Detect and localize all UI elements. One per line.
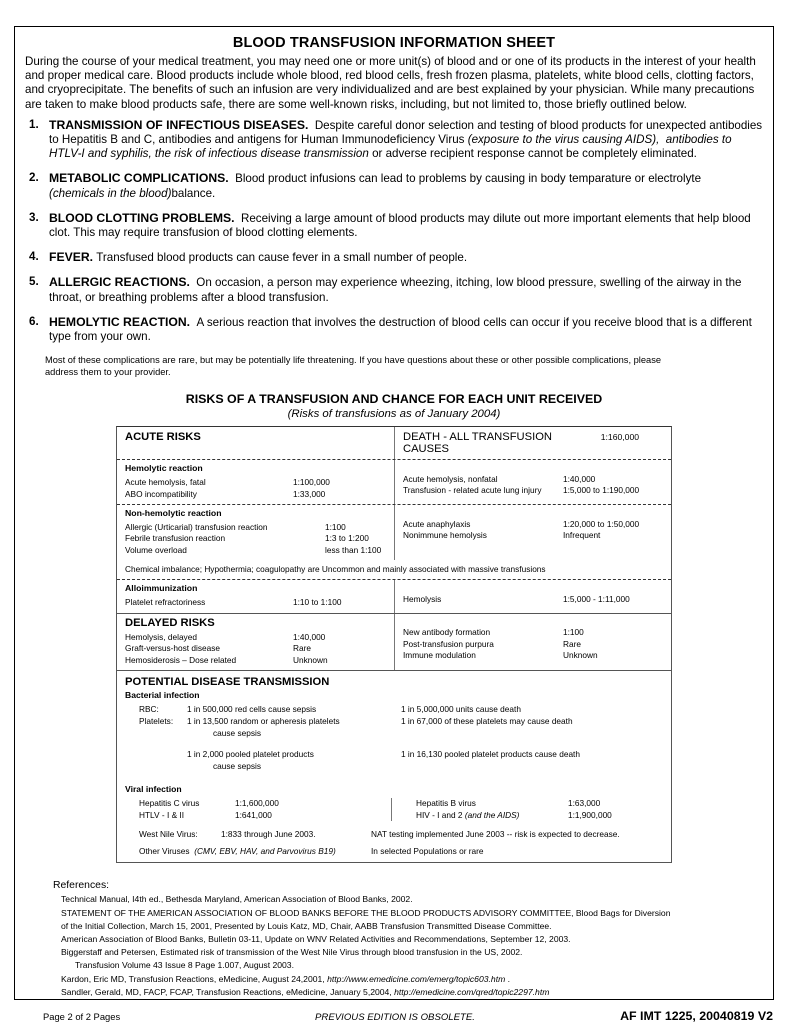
- row-value: Rare: [563, 638, 581, 649]
- row-value: Infrequent: [563, 529, 601, 540]
- list-item-3: [25, 211, 763, 240]
- row-value: 1:20,000 to 1:50,000: [563, 518, 640, 529]
- list-item-body: Transfused blood products can cause fever in a small number of people.: [96, 251, 468, 265]
- list-number: 2.: [29, 171, 39, 185]
- table-row: [125, 489, 388, 500]
- risks-table: [116, 426, 672, 863]
- row-value: 1:3 to 1:200: [325, 533, 369, 544]
- list-item-6: [25, 315, 763, 344]
- row-label: Febrile transfusion reaction: [125, 533, 226, 544]
- reference-url: http://www.emedicine.com/emerg/topic603.htm: [327, 973, 506, 984]
- risk-table-subtitle: (Risks of transfusions as of January 2004): [287, 408, 501, 421]
- death-causes-label: DEATH - ALL TRANSFUSION CAUSES: [403, 431, 552, 456]
- table-row: [403, 594, 667, 605]
- row-label: HTLV - I & II: [139, 809, 185, 820]
- table-row-continuation: [125, 761, 663, 772]
- row-label: HIV - I and 2 (and the AIDS): [415, 809, 520, 820]
- list-number: 5.: [29, 275, 39, 289]
- list-item-body-tail: balance.: [171, 186, 216, 200]
- reference-url: http://emedicine.com/qred/topic2297.htm: [394, 986, 550, 997]
- band-viral-infection: [117, 779, 671, 862]
- footer-edition-notice: PREVIOUS EDITION IS OBSOLETE.: [315, 1012, 475, 1023]
- row-label: Acute hemolysis, fatal: [125, 477, 206, 488]
- section-heading-alloimmunization: Alloimmunization: [125, 583, 198, 594]
- other-viruses-row: [125, 845, 663, 858]
- row-label: Transfusion - related acute lung injury: [403, 485, 542, 496]
- band-delayed-risks: [117, 614, 671, 671]
- risk-table-title: RISKS OF A TRANSFUSION AND CHANCE FOR EACH UNIT RECEIVED: [185, 392, 603, 407]
- table-row: [125, 716, 663, 727]
- band-alloimmunization: [117, 580, 671, 613]
- row-label: Nonimmune hemolysis: [403, 529, 487, 540]
- list-item-heading: ALLERGIC REACTIONS.: [49, 275, 190, 290]
- reference-line: STATEMENT OF THE AMERICAN ASSOCIATION OF BLOOD BANKS BEFORE THE BLOOD PRODUCTS ADVISORY COMMITTEE, Blood Bags for Diversion: [61, 907, 671, 918]
- table-row: [403, 519, 667, 530]
- list-item-heading: HEMOLYTIC REACTION.: [49, 314, 191, 329]
- list-number: 3.: [29, 210, 39, 224]
- alloimmunization-right: [394, 580, 671, 612]
- section-heading-pdt: POTENTIAL DISEASE TRANSMISSION: [125, 675, 330, 688]
- non-hemolytic-left: [117, 505, 394, 560]
- table-row: [403, 485, 667, 496]
- list-item-body: Blood product infusions can lead to problems by causing in body temparature or electrolyte: [235, 172, 702, 186]
- reference-line-indented: Transfusion Volume 43 Issue 8 Page 1.007, August 2003.: [75, 960, 294, 971]
- row-value: Rare: [293, 643, 311, 654]
- row-value: 1:100: [325, 522, 346, 533]
- footer-form-id: AF IMT 1225, 20040819 V2: [620, 1009, 773, 1023]
- list-item-heading: METABOLIC COMPLICATIONS.: [49, 171, 229, 186]
- delayed-left: [117, 614, 394, 670]
- reference-line-sandler: Sandler, Gerald, MD, FACP, FCAP, Transfusion Reactions, eMedicine, January 5,2004, http://emedicine.com/qred/topic2297.htm: [61, 986, 550, 997]
- table-header-death-causes: [394, 427, 671, 459]
- reference-line: Technical Manual, I4th ed., Bethesda Maryland, American Association of Blood Banks, 2002.: [61, 894, 413, 905]
- page-title: BLOOD TRANSFUSION INFORMATION SHEET: [232, 35, 556, 51]
- list-item-body: On occasion, a person may experience wheezing, itching, low blood pressure, swelling of the airway in the throat, or breathing problems after a blood transfusion.: [49, 276, 742, 304]
- table-row: [403, 627, 667, 638]
- spacer: [403, 508, 667, 519]
- row-right: 1 in 67,000 of these platelets may cause death: [401, 716, 573, 727]
- reference-line-kardon: Kardon, Eric MD, Transfusion Reactions, eMedicine, August 24,2001, http://www.emedicine.com/emerg/topic603.htm .: [61, 973, 511, 984]
- section-heading-delayed-risks: DELAYED RISKS: [125, 616, 215, 629]
- table-row: [125, 545, 388, 556]
- section-heading-hemolytic: Hemolytic reaction: [125, 463, 203, 474]
- row-value: 1:63,000: [567, 797, 601, 808]
- table-row: [125, 704, 663, 715]
- hemolytic-left: [117, 460, 394, 504]
- row-label: Graft-versus-host disease: [125, 643, 220, 654]
- section-heading-viral: Viral infection: [125, 783, 182, 794]
- wnv-label: West Nile Virus:: [139, 829, 198, 840]
- table-row: [125, 798, 391, 810]
- band-non-hemolytic-reaction: [117, 505, 671, 580]
- row-label-empty: [125, 728, 187, 739]
- list-item-body: A serious reaction that involves the destruction of blood cells can occur if you receive blood that is a different type from your own.: [49, 315, 752, 344]
- references-title: References:: [53, 880, 110, 892]
- row-value: 1:641,000: [235, 809, 272, 820]
- table-row: [125, 632, 388, 643]
- west-nile-virus-row: [125, 828, 663, 841]
- table-row: [125, 655, 388, 666]
- table-row: [403, 530, 667, 541]
- row-label: Immune modulation: [403, 650, 476, 660]
- references-block: [53, 879, 763, 999]
- row-right-empty: [427, 761, 663, 772]
- table-row: [125, 477, 388, 488]
- row-mid: 1 in 500,000 red cells cause sepsis: [187, 703, 317, 714]
- table-row: [403, 474, 667, 485]
- list-item-1: [25, 118, 763, 162]
- row-label: Platelets:: [139, 716, 174, 727]
- row-label: Hemolysis: [403, 593, 442, 604]
- row-label-empty: [125, 761, 187, 772]
- row-mid: 1 in 13,500 random or apheresis platelets: [187, 716, 340, 727]
- spacer: [403, 583, 667, 594]
- row-label: Hepatitis B virus: [415, 797, 476, 808]
- wnv-note: NAT testing implemented June 2003 -- risk is expected to decrease.: [371, 829, 620, 840]
- other-viruses-note: In selected Populations or rare: [371, 846, 484, 857]
- footer-page-number: Page 2 of 2 Pages: [43, 1011, 121, 1022]
- list-number: 4.: [29, 250, 39, 264]
- reference-line: Biggerstaff and Petersen, Estimated risk of transmission of the West Nile Virus through blood transfusion in the US, 2002.: [61, 947, 523, 958]
- row-label: ABO incompatibility: [125, 488, 197, 499]
- alloimmunization-left: [117, 580, 394, 612]
- row-label: Hemosiderosis – Dose related: [125, 654, 237, 665]
- risk-list: [25, 118, 763, 344]
- table-row: [402, 798, 663, 810]
- list-number: 6.: [29, 314, 39, 328]
- row-mid-cont: cause sepsis: [213, 728, 261, 739]
- row-label: Platelet refractoriness: [125, 597, 206, 608]
- row-label: Hemolysis, delayed: [125, 631, 197, 642]
- row-mid-cont: cause sepsis: [213, 760, 261, 771]
- row-value: 1:100: [563, 627, 584, 638]
- row-value: 1:10 to 1:100: [293, 597, 342, 608]
- table-row: [402, 810, 663, 822]
- row-label: Post-transfusion purpura: [403, 638, 494, 649]
- spacer: [403, 617, 667, 628]
- row-value: 1:40,000: [563, 473, 596, 484]
- row-right-empty: [427, 728, 663, 739]
- table-row: [125, 597, 388, 608]
- list-item-body-italic-a: (exposure to the virus causing AIDS),: [467, 133, 660, 147]
- row-label: [125, 749, 187, 760]
- row-label: New antibody formation: [403, 627, 491, 638]
- table-header-acute-risks: ACUTE RISKS: [125, 431, 201, 444]
- row-right: 1 in 5,000,000 units cause death: [401, 703, 521, 714]
- row-value: 1:5,000 - 1:11,000: [563, 593, 630, 604]
- row-value: 1:33,000: [293, 488, 326, 499]
- table-row: [403, 639, 667, 650]
- list-item-heading: BLOOD CLOTTING PROBLEMS.: [49, 210, 235, 225]
- row-label: Hepatitis C virus: [139, 797, 200, 808]
- list-item-5: [25, 275, 763, 304]
- row-label: Acute anaphylaxis: [403, 518, 471, 529]
- wnv-value: 1:833 through June 2003.: [221, 829, 316, 840]
- row-value: 1:100,000: [293, 477, 330, 488]
- list-item-2: [25, 171, 763, 200]
- band-hemolytic-reaction: [117, 460, 671, 505]
- table-row: [125, 749, 663, 760]
- row-mid: 1 in 2,000 pooled platelet products: [187, 748, 314, 759]
- table-row-continuation: [125, 728, 663, 739]
- row-label: Acute hemolysis, nonfatal: [403, 473, 498, 484]
- delayed-right: [394, 614, 671, 670]
- document-page: [14, 26, 774, 1023]
- hemolytic-right: [394, 460, 671, 504]
- list-item-body-italic-a: (chemicals in the blood): [49, 186, 172, 200]
- row-value: 1:5,000 to 1:190,000: [563, 485, 640, 496]
- row-value: 1:1,900,000: [567, 809, 612, 820]
- viral-right: [391, 798, 663, 821]
- table-header-band: [117, 427, 671, 460]
- list-item-body: Receiving a large amount of blood products may dilute out more important elements that help blood clot. This may require transfusion of blood clotting elements.: [49, 211, 751, 240]
- band-potential-disease-transmission: [117, 671, 671, 779]
- row-value: 1:40,000: [293, 631, 326, 642]
- table-row: [125, 810, 391, 822]
- list-item-heading: FEVER.: [49, 250, 94, 265]
- row-value: Unknown: [563, 650, 598, 660]
- non-hemolytic-footnote: Chemical imbalance; Hypothermia; coagulopathy are Uncommon and mainly associated with massive transfusions: [125, 564, 546, 575]
- row-value: 1:1,600,000: [235, 797, 279, 808]
- list-item-heading: TRANSMISSION OF INFECTIOUS DISEASES.: [49, 117, 309, 132]
- row-label: Allergic (Urticarial) transfusion reaction: [125, 522, 268, 533]
- death-causes-value: 1:160,000: [600, 432, 639, 443]
- intro-paragraph: During the course of your medical treatment, you may need one or more unit(s) of blood and or one of its products in the interest of your health and proper medical care. Blood products include whole blood, red blood cells, fresh frozen plasma, platelets, white blood cells, clotting factors, and cryoprecipitate. The benefits of such an infusion are very individualized and are best explained by your physician. While many precautions are taken to make blood products safe, there are some well-known risks, including, but not limited to, those briefly outlined below.: [25, 55, 756, 111]
- table-row: [125, 533, 388, 544]
- list-item-body-tail: or adverse recipient response cannot be completely eliminated.: [372, 147, 697, 161]
- reference-line: American Association of Blood Banks, Bulletin 03-11, Update on WNV Related Activities and Recommendations, September 12, 2003.: [61, 933, 571, 944]
- list-item-body: Despite careful donor selection and testing of blood products for unexpected antibodies to Hepatitis B and C, antibodies and antigens for Human Immunodeficiency Virus: [49, 118, 763, 147]
- list-item-4: [25, 250, 763, 265]
- spacer: [403, 463, 667, 474]
- reference-line: of the Initial Collection, March 15, 2001, Presented by Louis Katz, MD, Chair, AABB Transfusion Transmitted Disease Committee.: [61, 920, 552, 931]
- viral-left: [125, 798, 391, 821]
- row-label: RBC:: [139, 703, 159, 714]
- non-hemolytic-right: [394, 505, 671, 560]
- complications-note: Most of these complications are rare, but may be potentially life threatening. If you have questions about these or other possible complications, please address them to your provider.: [45, 355, 662, 378]
- row-right: 1 in 16,130 pooled platelet products cause death: [401, 748, 580, 759]
- row-value: less than 1:100: [325, 544, 382, 555]
- other-viruses-label: Other Viruses (CMV, EBV, HAV, and Parvovirus B19): [139, 846, 336, 857]
- row-value: Unknown: [293, 654, 328, 665]
- table-row: [125, 643, 388, 654]
- list-item-body-italic-b: antibodies to HTLV-I and syphilis, the risk of infectious disease transmission: [49, 133, 732, 161]
- page-footer: [15, 1009, 775, 1023]
- table-row: [403, 650, 667, 661]
- table-row: [125, 522, 388, 533]
- list-number: 1.: [29, 117, 39, 131]
- row-label: Volume overload: [125, 544, 187, 555]
- section-heading-non-hemolytic: Non-hemolytic reaction: [125, 508, 222, 519]
- section-heading-bacterial: Bacterial infection: [125, 689, 200, 700]
